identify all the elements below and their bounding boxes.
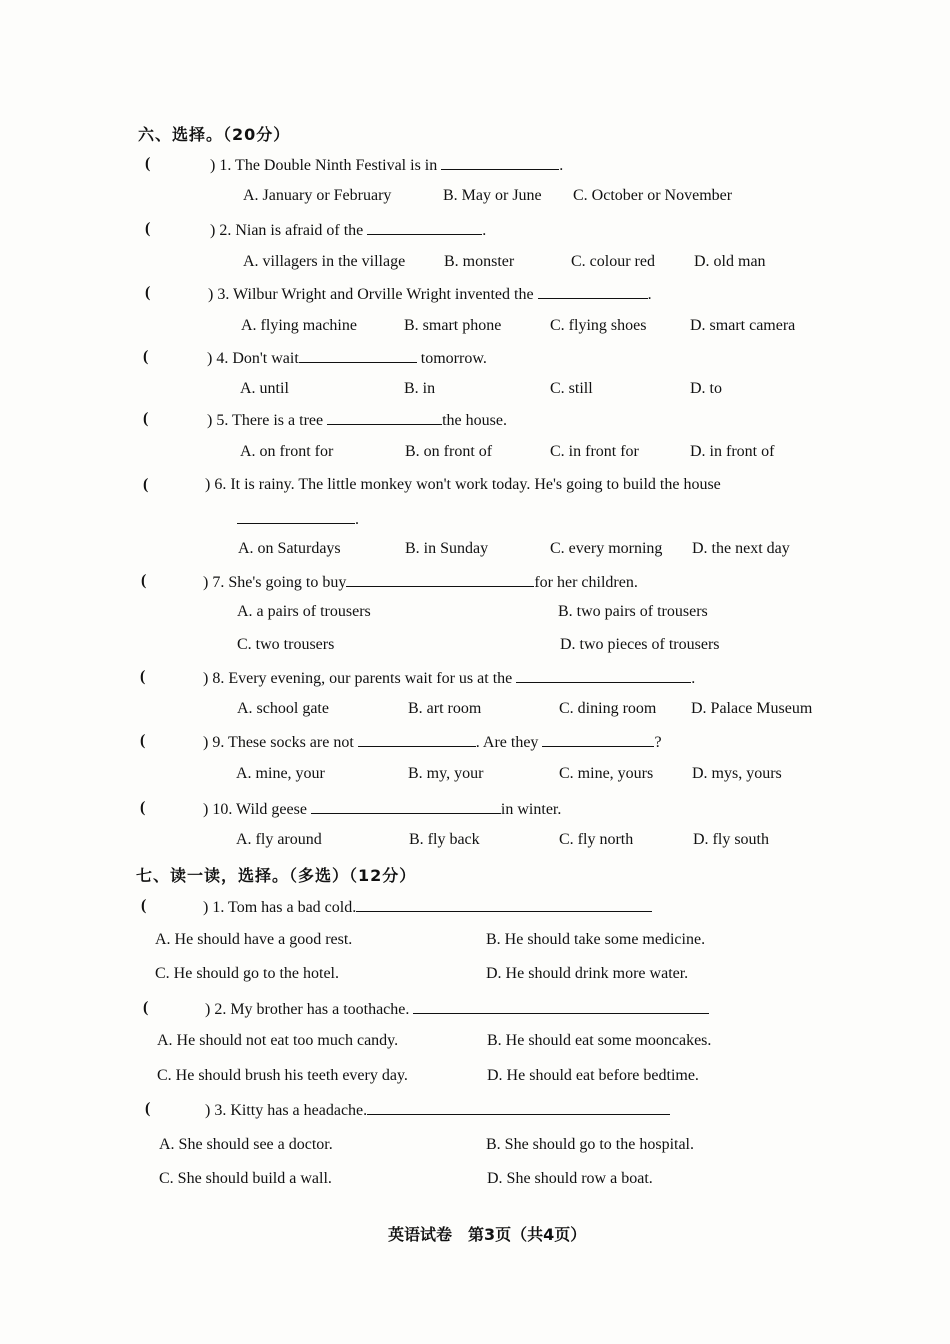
option: A. mine, your <box>236 765 325 782</box>
option: B. fly back <box>409 831 480 848</box>
question-6-7: ) 7. She's going to buy for her children. <box>203 574 638 591</box>
answer-paren: ( <box>140 799 146 816</box>
option: D. Palace Museum <box>691 700 813 717</box>
question-7-1: ) 1. Tom has a bad cold. <box>203 897 652 917</box>
option: A. villagers in the village <box>243 253 406 270</box>
option: A. a pairs of trousers <box>237 603 371 620</box>
page-footer: 英语试卷 第3页（共4页） <box>388 1225 587 1244</box>
option: B. in Sunday <box>405 540 489 557</box>
answer-paren: ( <box>145 284 151 301</box>
option: C. October or November <box>573 187 733 204</box>
option: D. fly south <box>693 831 769 848</box>
option: B. She should go to the hospital. <box>486 1136 694 1153</box>
answer-paren: ( <box>145 220 151 237</box>
option: C. dining room <box>559 700 657 717</box>
option: D. He should drink more water. <box>486 965 689 982</box>
option: A. school gate <box>237 700 329 717</box>
option: B. He should eat some mooncakes. <box>487 1032 712 1049</box>
answer-paren: ( <box>143 476 149 493</box>
option: B. May or June <box>443 187 542 204</box>
option: C. fly north <box>559 831 634 848</box>
question-7-3: ) 3. Kitty has a headache. <box>205 1100 670 1120</box>
option: A. on Saturdays <box>238 540 341 557</box>
option: A. January or February <box>243 187 392 204</box>
option: A. He should have a good rest. <box>155 931 353 948</box>
option: A. He should not eat too much candy. <box>157 1032 399 1049</box>
option: C. in front for <box>550 443 639 460</box>
option: B. on front of <box>405 443 493 460</box>
answer-paren: ( <box>143 410 149 427</box>
option: B. in <box>404 380 436 397</box>
question-6-6: ) 6. It is rainy. The little monkey won't work today. He's going to build the house <box>205 476 721 493</box>
question-6-3: ) 3. Wilbur Wright and Orville Wright invented the . <box>208 286 652 303</box>
answer-paren: ( <box>140 668 146 685</box>
question-6-5: ) 5. There is a tree the house. <box>207 412 507 429</box>
option: C. She should build a wall. <box>159 1170 332 1187</box>
option: D. mys, yours <box>692 765 782 782</box>
option: C. flying shoes <box>550 317 647 334</box>
option: A. until <box>240 380 289 397</box>
answer-paren: ( <box>140 732 146 749</box>
question-6-8: ) 8. Every evening, our parents wait for us at the . <box>203 670 696 687</box>
option: C. two trousers <box>237 636 335 653</box>
option: D. old man <box>694 253 766 270</box>
answer-paren: ( <box>145 155 151 172</box>
option: B. smart phone <box>404 317 502 334</box>
option: B. He should take some medicine. <box>486 931 706 948</box>
option: A. on front for <box>240 443 334 460</box>
question-6-4: ) 4. Don't wait tomorrow. <box>207 350 487 367</box>
question-6-10: ) 10. Wild geese in winter. <box>203 801 562 818</box>
option: C. He should go to the hotel. <box>155 965 339 982</box>
option: A. flying machine <box>241 317 357 334</box>
option: D. the next day <box>692 540 790 557</box>
option: D. He should eat before bedtime. <box>487 1067 699 1084</box>
option: D. two pieces of trousers <box>560 636 720 653</box>
answer-paren: ( <box>143 348 149 365</box>
option: B. art room <box>408 700 482 717</box>
option: D. She should row a boat. <box>487 1170 653 1187</box>
option: B. my, your <box>408 765 484 782</box>
question-6-2: ) 2. Nian is afraid of the . <box>210 222 487 239</box>
answer-paren: ( <box>141 897 147 914</box>
question-7-2: ) 2. My brother has a toothache. <box>205 999 709 1019</box>
option: D. smart camera <box>690 317 796 334</box>
question-6-1: ) 1. The Double Ninth Festival is in . <box>210 157 564 174</box>
question-6-9: ) 9. These socks are not . Are they ? <box>203 734 662 751</box>
option: C. every morning <box>550 540 663 557</box>
option: A. fly around <box>236 831 322 848</box>
option: D. in front of <box>690 443 775 460</box>
question-6-6-blank: . <box>237 509 359 529</box>
option: C. still <box>550 380 593 397</box>
option: A. She should see a doctor. <box>159 1136 333 1153</box>
answer-paren: ( <box>141 572 147 589</box>
option: B. two pairs of trousers <box>558 603 708 620</box>
answer-paren: ( <box>143 999 149 1016</box>
section-7-title: 七、读一读，选择。（多选）（12分） <box>136 866 417 885</box>
answer-paren: ( <box>145 1100 151 1117</box>
option: C. mine, yours <box>559 765 654 782</box>
option: C. He should brush his teeth every day. <box>157 1067 408 1084</box>
section-6-title: 六、选择。（20分） <box>138 125 291 144</box>
option: D. to <box>690 380 722 397</box>
option: B. monster <box>444 253 515 270</box>
option: C. colour red <box>571 253 655 270</box>
